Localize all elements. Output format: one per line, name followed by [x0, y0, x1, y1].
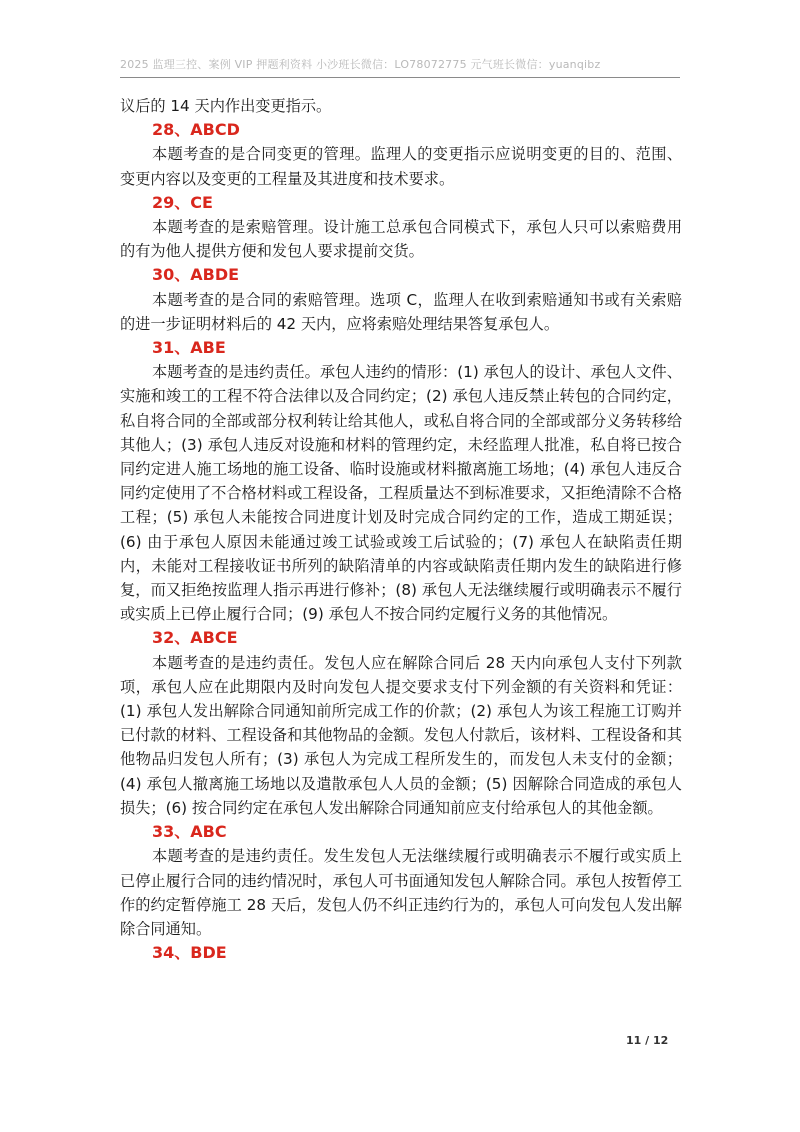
explanation-text: 本题考查的是违约责任。承包人违约的情形：(1) 承包人的设计、承包人文件、实施和竣工的工程不符合法律以及合同约定；(2) 承包人违反禁止转包的合同约定，私自将合同的全部或部分权利转让给其他人，或私自将合同的全部或部分义务转移给其他人；(3) 承包人违反对设施和材料的管理约定，未经监理人批准，私自将已按合同约定进人施工场地的施工设备、临时设施或材料撤离施工场地；(4) 承包人违反合同约定使用了不合格材料或工程设备，工程质量达不到标准要求，又拒绝清除不合格工程；(5) 承包人未能按合同进度计划及时完成合同约定的工作，造成工期延误；(6) 由于承包人原因未能通过竣工试验或竣工后试验的；(7) 承包人在缺陷责任期内，未能对工程接收证书所列的缺陷清单的内容或缺陷责任期内发生的缺陷进行修复，而又拒绝按监理人指示再进行修补；(8) 承包人无法继续履行或明确表示不履行或实质上已停止履行合同；(9) 承包人不按合同约定履行义务的其他情况。: [120, 363, 682, 624]
explanation-text: 本题考查的是违约责任。发生发包人无法继续履行或明确表示不履行或实质上已停止履行合同的违约情况时，承包人可书面通知发包人解除合同。承包人按暂停工作的约定暂停施工 28 天后，发包人仍不纠正违约行为的，承包人可向发包人发出解除合同通知。: [120, 847, 682, 938]
document-body: [120, 94, 682, 965]
answer-label: 33、ABC: [152, 822, 227, 842]
header-divider: [120, 77, 680, 78]
answer-section: [120, 336, 682, 626]
answer-section: [120, 820, 682, 941]
header-text: 2025 监理三控、案例 VIP 押题利资料 小沙班长微信：LO78072775 元气班长微信：yuanqibz: [120, 58, 601, 71]
answer-label: 34、BDE: [152, 943, 227, 963]
intro-line: 议后的 14 天内作出变更指示。: [120, 97, 332, 115]
explanation-text: 本题考查的是合同变更的管理。监理人的变更指示应说明变更的目的、范围、变更内容以及变更的工程量及其进度和技术要求。: [120, 145, 682, 188]
explanation-text: 本题考查的是索赔管理。设计施工总承包合同模式下，承包人只可以索赔费用的有为他人提供方便和发包人要求提前交货。: [120, 218, 682, 261]
answer-label: 28、ABCD: [152, 120, 240, 140]
explanation-text: 本题考查的是合同的索赔管理。选项 C，监理人在收到索赔通知书或有关索赔的进一步证明材料后的 42 天内，应将索赔处理结果答复承包人。: [120, 290, 682, 333]
answer-section: [120, 118, 682, 191]
answer-label: 31、ABE: [152, 338, 226, 358]
answer-section: [120, 941, 682, 965]
explanation-text: 本题考查的是违约责任。发包人应在解除合同后 28 天内向承包人支付下列款项，承包人应在此期限内及时向发包人提交要求支付下列金额的有关资料和凭证：(1) 承包人发出解除合同通知前所完成工作的价款；(2) 承包人为该工程施工订购并已付款的材料、工程设备和其他物品的金额。发包人付款后，该材料、工程设备和其他物品归发包人所有；(3) 承包人为完成工程所发生的，而发包人未支付的金额；(4) 承包人撤离施工场地以及遣散承包人人员的金额；(5) 因解除合同造成的承包人损失；(6) 按合同约定在承包人发出解除合同通知前应支付给承包人的其他金额。: [120, 653, 682, 817]
answer-section: [120, 626, 682, 820]
answer-section: [120, 263, 682, 336]
answer-section: [120, 191, 682, 264]
page-number: 11 / 12: [626, 1034, 669, 1047]
answer-label: 29、CE: [152, 192, 213, 212]
answer-label: 30、ABDE: [152, 265, 240, 285]
answer-label: 32、ABCE: [152, 628, 238, 648]
